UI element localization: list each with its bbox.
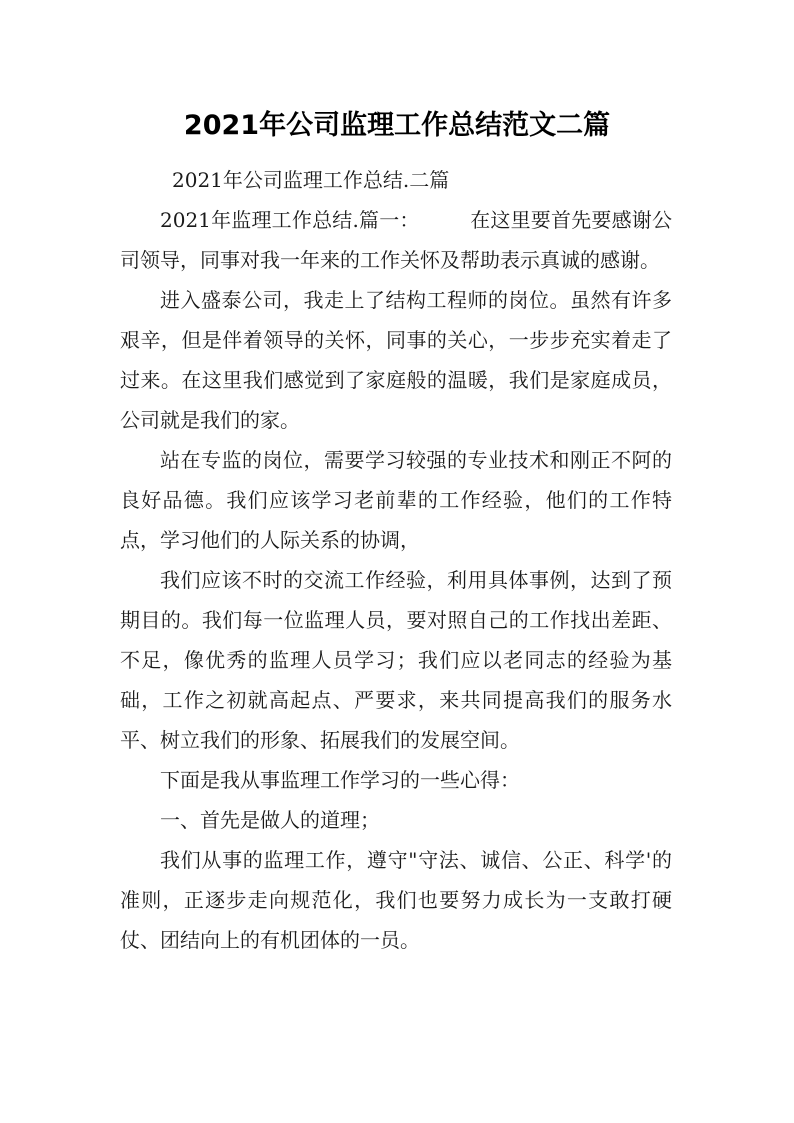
- paragraph-7: 我们从事的监理工作，遵守"守法、诚信、公正、科学'的准则，正逐步走向规范化，我们也要努力成长为一支敢打硬仗、团结向上的有机团体的一员。: [120, 848, 672, 952]
- paragraph-4: 我们应该不时的交流工作经验，利用具体事例，达到了预期目的。我们每一位监理人员，要对照自己的工作找出差距、不足，像优秀的监理人员学习；我们应以老同志的经验为基础，工作之初就高起点、严要求，来共同提高我们的服务水平、树立我们的形象、拓展我们的发展空间。: [120, 568, 672, 752]
- paragraph-2: 进入盛泰公司，我走上了结构工程师的岗位。虽然有许多艰辛，但是伴着领导的关怀，同事的关心，一步步充实着走了过来。在这里我们感觉到了家庭般的温暖，我们是家庭成员，公司就是我们的家。: [120, 288, 672, 432]
- paragraph-5: 下面是我从事监理工作学习的一些心得：: [160, 768, 520, 792]
- paragraph-3: 站在专监的岗位，需要学习较强的专业技术和刚正不阿的良好品德。我们应该学习老前辈的工作经验，他们的工作特点，学习他们的人际关系的协调，: [120, 448, 672, 552]
- document-subtitle: 2021年公司监理工作总结.二篇: [172, 168, 450, 192]
- paragraph-6: 一、首先是做人的道理；: [160, 808, 380, 832]
- document-body: [120, 160, 672, 960]
- paragraph-1: 2021年监理工作总结.篇一： 在这里要首先要感谢公司领导，同事对我一年来的工作关怀及帮助表示真诚的感谢。: [120, 208, 672, 272]
- document-title: 2021年公司监理工作总结范文二篇: [183, 110, 611, 141]
